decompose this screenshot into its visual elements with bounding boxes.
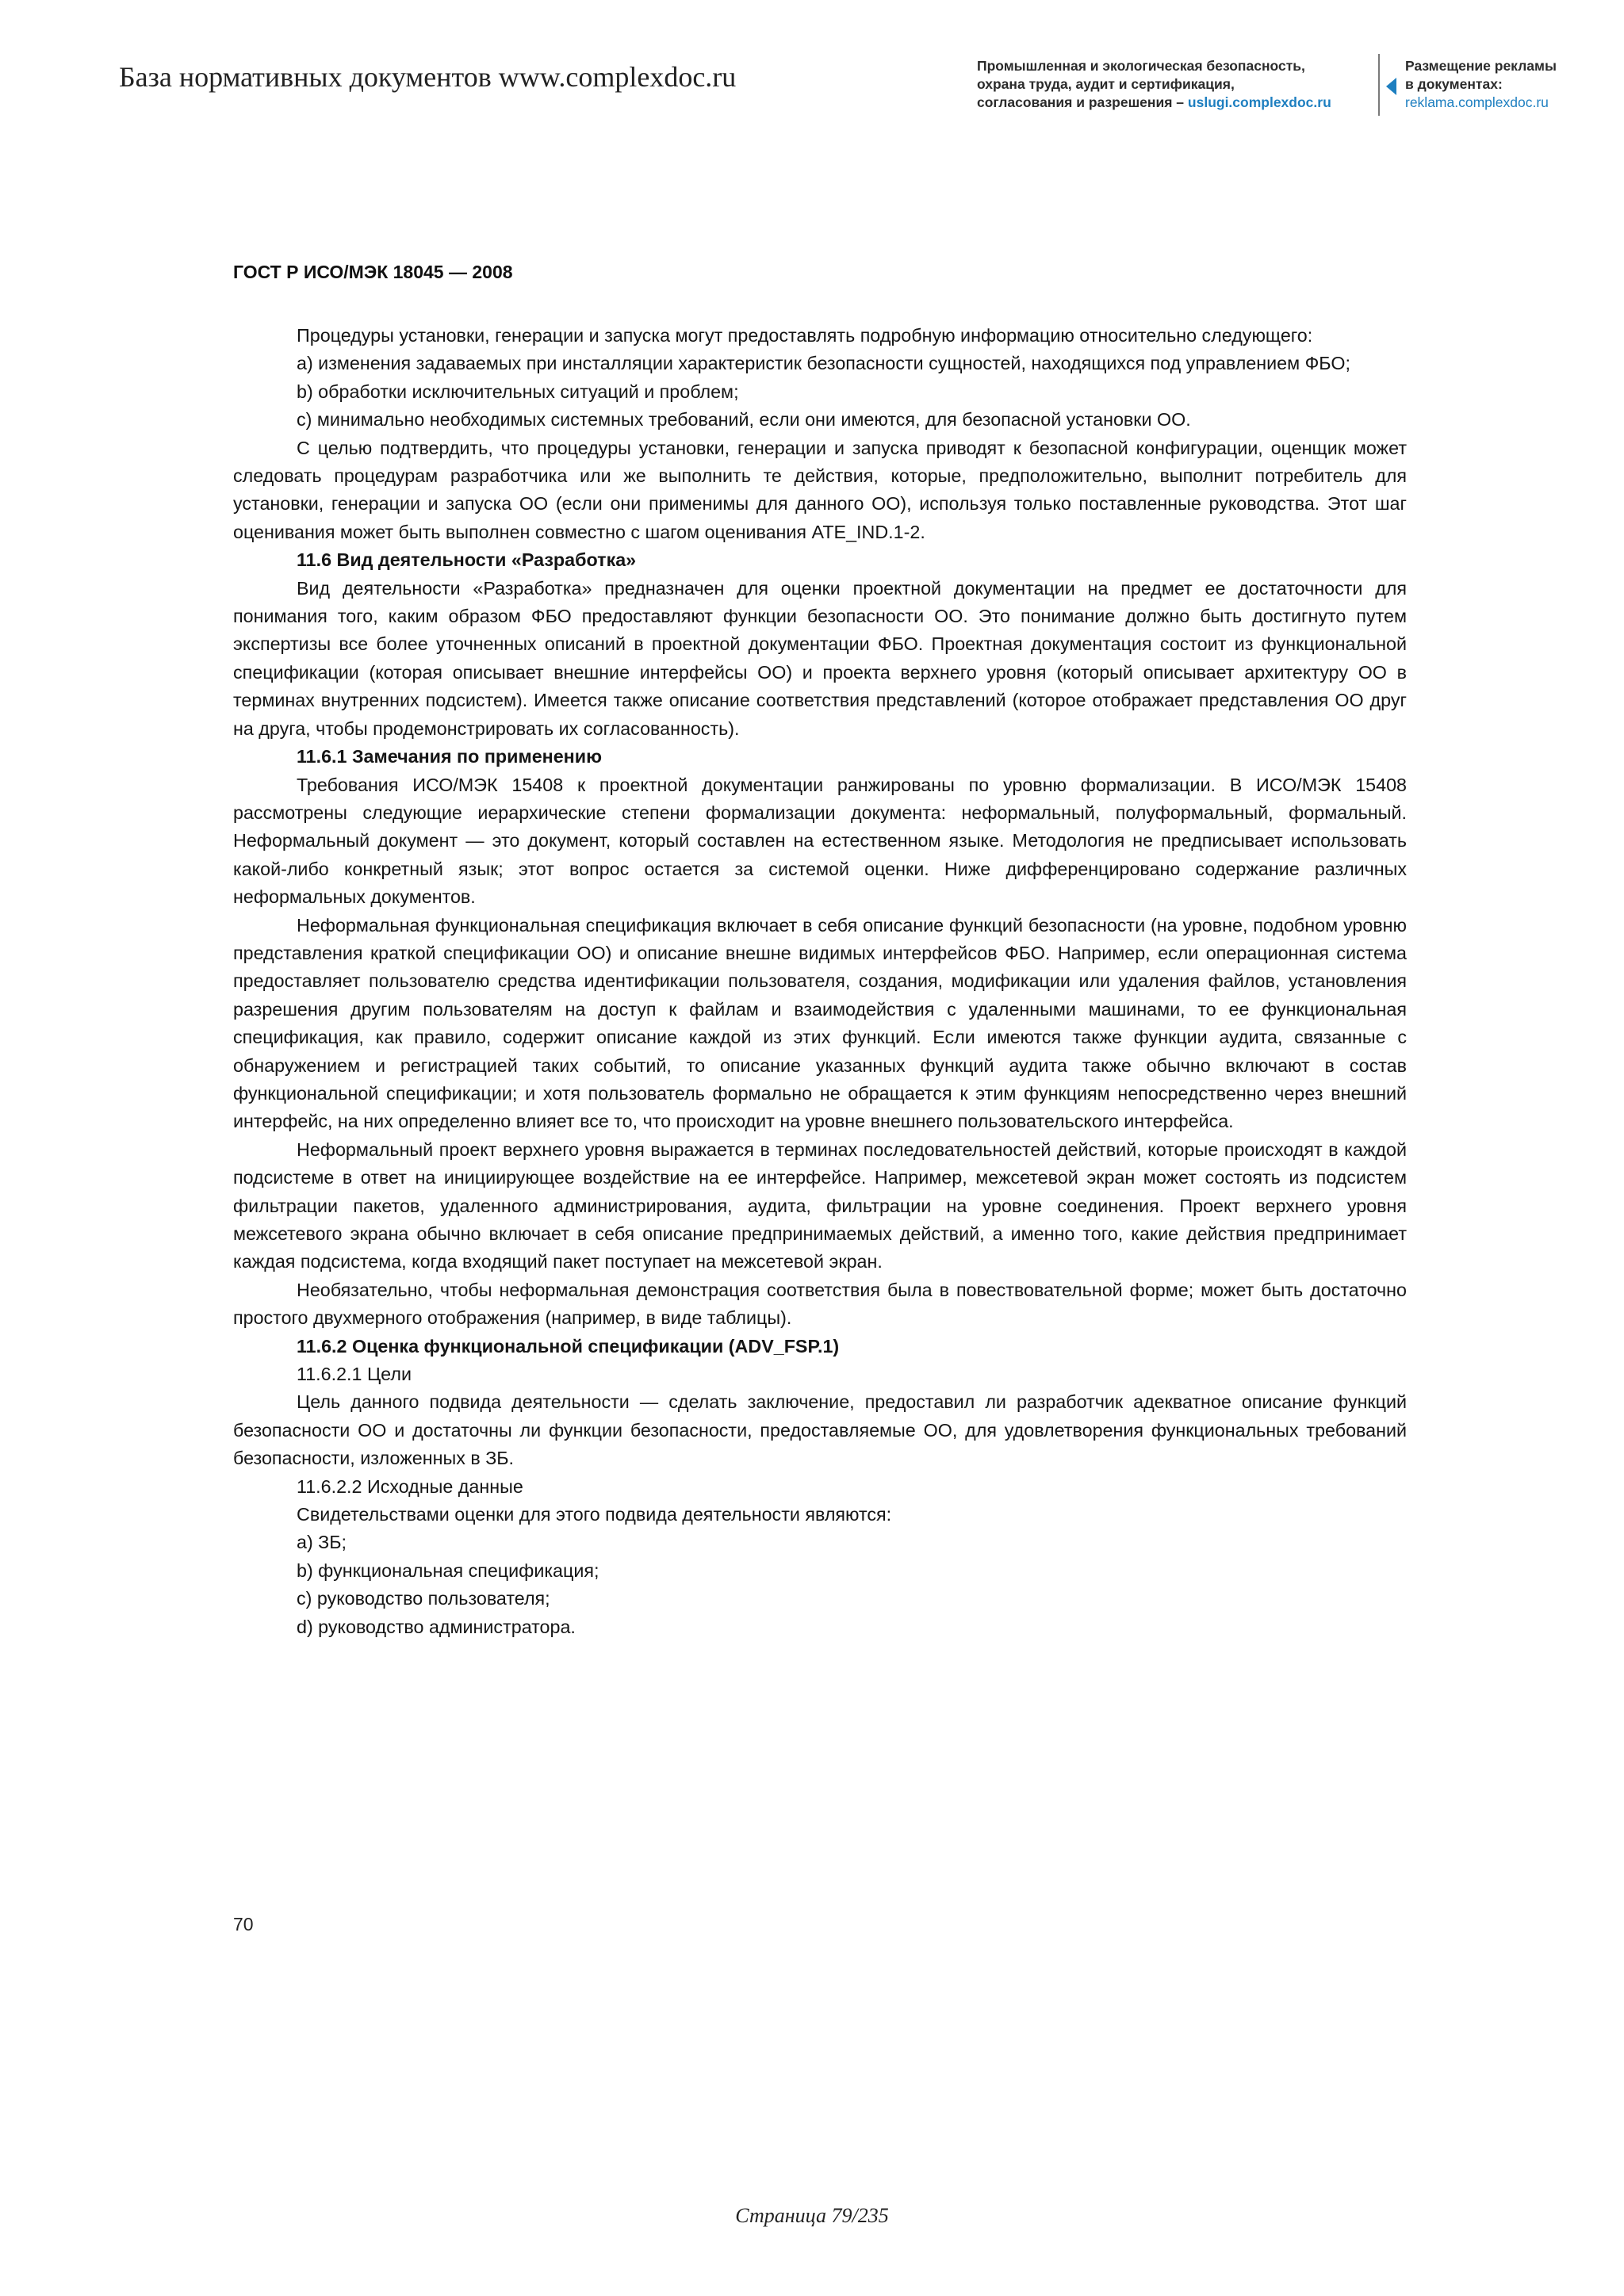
paragraph: c) руководство пользователя; <box>297 1588 550 1609</box>
paragraph: Свидетельствами оценки для этого подвида деятельности являются: <box>297 1504 892 1525</box>
promo-services-block <box>977 57 1373 112</box>
page-footer: Страница 79/235 <box>735 2204 889 2227</box>
paragraph: Процедуры установки, генерации и запуска могут предоставлять подробную информацию относительно следующего: <box>297 325 1313 346</box>
paragraph: Неформальная функциональная спецификация включает в себя описание функций безопасности (на уровне, подобном уровню представления краткой спецификации ОО) и описание внешне видимых интерфейсов ФБО. Например, если операционная система предоставляет пользователю средства идентификации пользователя, создания, модификации или удаления файлов, установления разрешения другим пользователям на доступ к файлам и взаимодействия с удаленными машинами, то ее функциональная спецификация, как правило, содержит описание каждой из этих функций. Если имеются также функции аудита, связанные с обнаружением и регистрацией таких событий, то описание указанных функций аудита также обычно включают в состав функциональной спецификации; и хотя пользователь формально не обращается к этим функциям непосредственно через внешний интерфейс, на них определенно влияет все то, что происходит на уровне внешнего пользовательского интерфейса. <box>233 914 1407 1132</box>
paragraph: 11.6.2.2 Исходные данные <box>297 1475 523 1497</box>
paragraph: b) функциональная спецификация; <box>297 1559 599 1581</box>
paragraph: b) обработки исключительных ситуаций и проблем; <box>297 381 739 402</box>
paragraph: Требования ИСО/МЭК 15408 к проектной документации ранжированы по уровню формализации. В ИСО/МЭК 15408 рассмотрены следующие иерархические степени формализации документа: неформальный, полуформальный, формальный. Неформальный документ — это документ, который составлен на естественном языке. Методология не предписывает использовать какой-либо конкретный язык; этот вопрос остается за системой оценки. Ниже дифференцировано содержание различных неформальных документов. <box>233 774 1407 908</box>
document-header: ГОСТ Р ИСО/МЭК 18045 — 2008 <box>233 262 513 282</box>
paragraph: 11.6.2.1 Цели <box>297 1364 412 1385</box>
promo-services-line-3 <box>977 94 1373 112</box>
promo-services-line-2: охрана труда, аудит и сертификация, <box>977 76 1235 92</box>
section-heading: 11.6.1 Замечания по применению <box>297 746 602 767</box>
promo-advertising-line-1: Размещение рекламы <box>1405 58 1557 74</box>
paragraph: С целью подтвердить, что процедуры установки, генерации и запуска приводят к безопасной конфигурации, оценщик может следовать процедурам разработчика или же выполнить те действия, которые, предположительно, выполнит потребитель для установки, генерации и запуска ОО (если они применимы для данного ОО), используя только поставленные руководства. Этот шаг оценивания может быть выполнен совместно с шагом оценивания ATE_IND.1-2. <box>233 437 1407 542</box>
promo-services-line-3-text: согласования и разрешения – <box>977 94 1188 110</box>
paragraph: a) ЗБ; <box>297 1532 347 1553</box>
paragraph: a) изменения задаваемых при инсталляции характеристик безопасности сущностей, находящихся под управлением ФБО; <box>297 353 1350 374</box>
paragraph: Неформальный проект верхнего уровня выражается в терминах последовательностей действий, которые происходят в каждой подсистеме в ответ на инициирующее воздействие на ее интерфейсе. Например, межсетевой экран может состоять из подсистем фильтрации пакетов, удаленного администрирования, аудита, фильтрации на уровне соединения. Проект верхнего уровня межсетевого экрана обычно включает в себя описание предпринимаемых действий, а именно того, какие действия предпринимает каждая подсистема, когда входящий пакет поступает на межсетевой экран. <box>233 1138 1407 1272</box>
section-heading: 11.6.2 Оценка функциональной спецификации (ADV_FSP.1) <box>297 1335 840 1357</box>
paragraph: Вид деятельности «Разработка» предназначен для оценки проектной документации на предмет ее достаточности для понимания того, каким образом ФБО предоставляют функции безопасности ОО. Это понимание должно быть достигнуто путем экспертизы все более уточненных описаний в проектной документации ФБО. Проектная документация состоит из функциональной спецификации (которая описывает внешние интерфейсы ОО) и проекта верхнего уровня (который описывает архитектуру ОО в терминах внутренних подсистем). Имеется также описание соответствия представлений (которое отображает представления ОО друг на друга, чтобы продемонстрировать их согласованность). <box>233 577 1407 739</box>
paragraph: Цель данного подвида деятельности — сделать заключение, предоставил ли разработчик адекватное описание функций безопасности ОО и достаточны ли функции безопасности, предоставляемые ОО, для удовлетворения функциональных требований безопасности, изложенных в ЗБ. <box>233 1391 1407 1469</box>
reklama-link[interactable]: reklama.complexdoc.ru <box>1405 94 1549 110</box>
uslugi-link[interactable]: uslugi.complexdoc.ru <box>1187 94 1331 110</box>
site-title: База нормативных документов www.complexdoc.ru <box>119 61 737 93</box>
document-body <box>233 322 1407 1641</box>
paragraph: d) руководство администратора. <box>297 1616 576 1637</box>
paragraph: c) минимально необходимых системных требований, если они имеются, для безопасной установки ОО. <box>297 409 1191 430</box>
promo-divider <box>1378 54 1380 116</box>
promo-advertising-line-2: в документах: <box>1405 76 1503 92</box>
paragraph: Необязательно, чтобы неформальная демонстрация соответствия была в повествовательной форме; может быть достаточно простого двухмерного отображения (например, в виде таблицы). <box>233 1279 1407 1329</box>
arrow-left-icon <box>1386 78 1396 95</box>
promo-advertising-block <box>1405 57 1619 112</box>
section-heading: 11.6 Вид деятельности «Разработка» <box>297 549 637 571</box>
promo-services-line-1: Промышленная и экологическая безопасность, <box>977 58 1305 74</box>
page-number: 70 <box>233 1914 254 1934</box>
